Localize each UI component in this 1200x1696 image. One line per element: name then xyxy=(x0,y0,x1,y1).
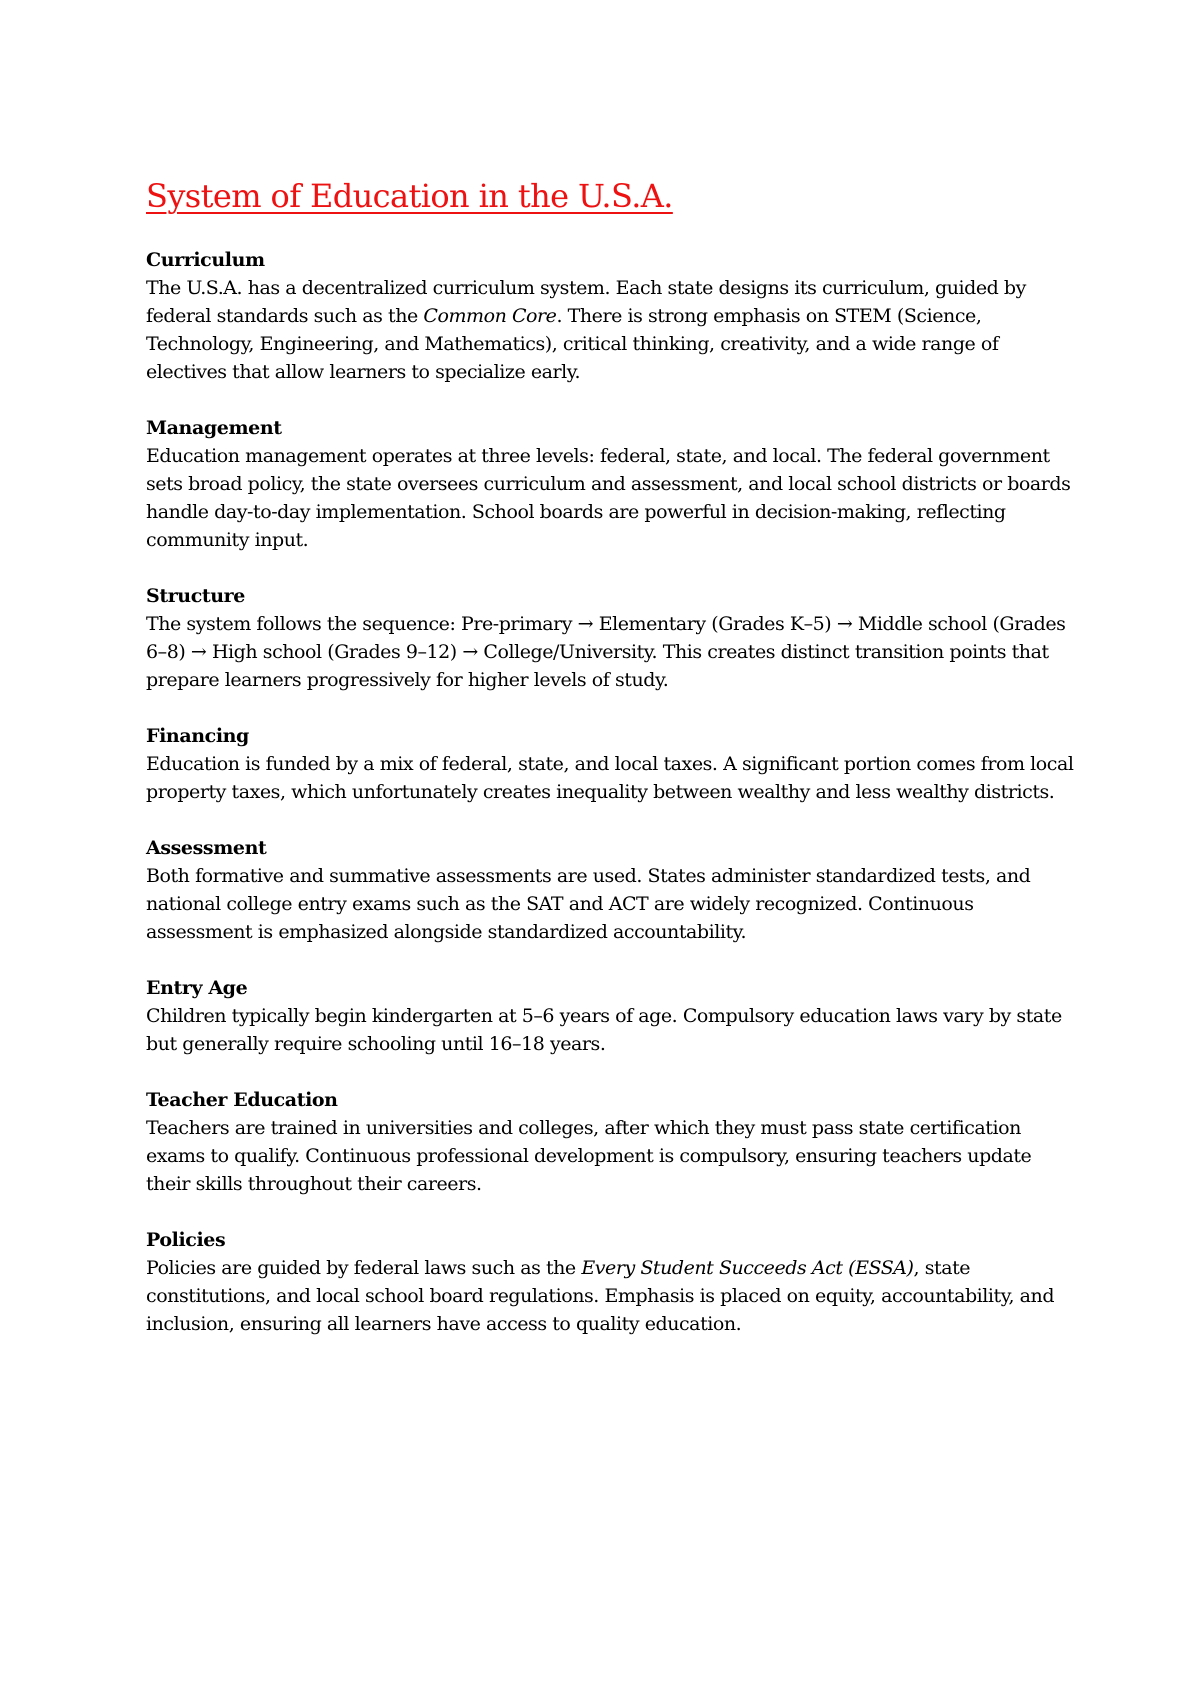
italic-term: Common Core xyxy=(423,305,557,327)
section-structure xyxy=(146,582,1076,694)
section-heading: Structure xyxy=(146,585,245,607)
section-body xyxy=(146,610,1076,694)
section-financing xyxy=(146,722,1076,806)
body-text: , state constitutions, and local school board regulations. Emphasis is placed on equity, accountability, and inclusion, ensuring all learners have access to quality education. xyxy=(146,1257,1055,1335)
section-heading: Assessment xyxy=(146,837,267,859)
section-body xyxy=(146,862,1076,946)
section-heading: Entry Age xyxy=(146,977,248,999)
italic-term: Every Student Succeeds Act (ESSA) xyxy=(581,1257,914,1279)
body-text: . There is strong emphasis on STEM (Science, Technology, Engineering, and Mathematics), critical thinking, creativity, and a wide range of electives that allow learners to specialize early. xyxy=(146,305,999,383)
section-curriculum xyxy=(146,246,1076,386)
section-policies xyxy=(146,1226,1076,1338)
body-text: The U.S.A. has a decentralized curriculum system. Each state designs its curriculum, guided by federal standards such as the xyxy=(146,277,1026,327)
section-management xyxy=(146,414,1076,554)
document-content xyxy=(146,172,1076,1366)
section-teacher-education xyxy=(146,1086,1076,1198)
body-text: Both formative and summative assessments are used. States administer standardized tests, and national college entry exams such as the SAT and ACT are widely recognized. Continuous assessment is emphasized alongside standardized accountability. xyxy=(146,865,1031,943)
section-body xyxy=(146,274,1076,386)
section-body xyxy=(146,1114,1076,1198)
body-text: Children typically begin kindergarten at 5–6 years of age. Compulsory education laws vary by state but generally require schooling until 16–18 years. xyxy=(146,1005,1062,1055)
section-heading: Teacher Education xyxy=(146,1089,338,1111)
section-assessment xyxy=(146,834,1076,946)
section-body xyxy=(146,750,1076,806)
section-heading: Management xyxy=(146,417,282,439)
document-title: System of Education in the U.S.A. xyxy=(146,177,673,215)
body-text: Policies are guided by federal laws such as the xyxy=(146,1257,582,1279)
section-body xyxy=(146,1002,1076,1058)
section-heading: Curriculum xyxy=(146,249,265,271)
section-entry-age xyxy=(146,974,1076,1058)
section-heading: Policies xyxy=(146,1229,226,1251)
section-body xyxy=(146,1254,1076,1338)
body-text: Education is funded by a mix of federal, state, and local taxes. A significant portion comes from local property taxes, which unfortunately creates inequality between wealthy and less wealthy districts. xyxy=(146,753,1074,803)
section-heading: Financing xyxy=(146,725,249,747)
section-body xyxy=(146,442,1076,554)
body-text: Education management operates at three levels: federal, state, and local. The federal government sets broad policy, the state oversees curriculum and assessment, and local school districts or boards handle day-to-day implementation. School boards are powerful in decision-making, reflecting community input. xyxy=(146,445,1071,551)
body-text: The system follows the sequence: Pre-primary → Elementary (Grades K–5) → Middle school (Grades 6–8) → High school (Grades 9–12) → College/University. This creates distinct transition points that prepare learners progressively for higher levels of study. xyxy=(146,613,1066,691)
body-text: Teachers are trained in universities and colleges, after which they must pass state certification exams to qualify. Continuous professional development is compulsory, ensuring teachers update their skills throughout their careers. xyxy=(146,1117,1032,1195)
